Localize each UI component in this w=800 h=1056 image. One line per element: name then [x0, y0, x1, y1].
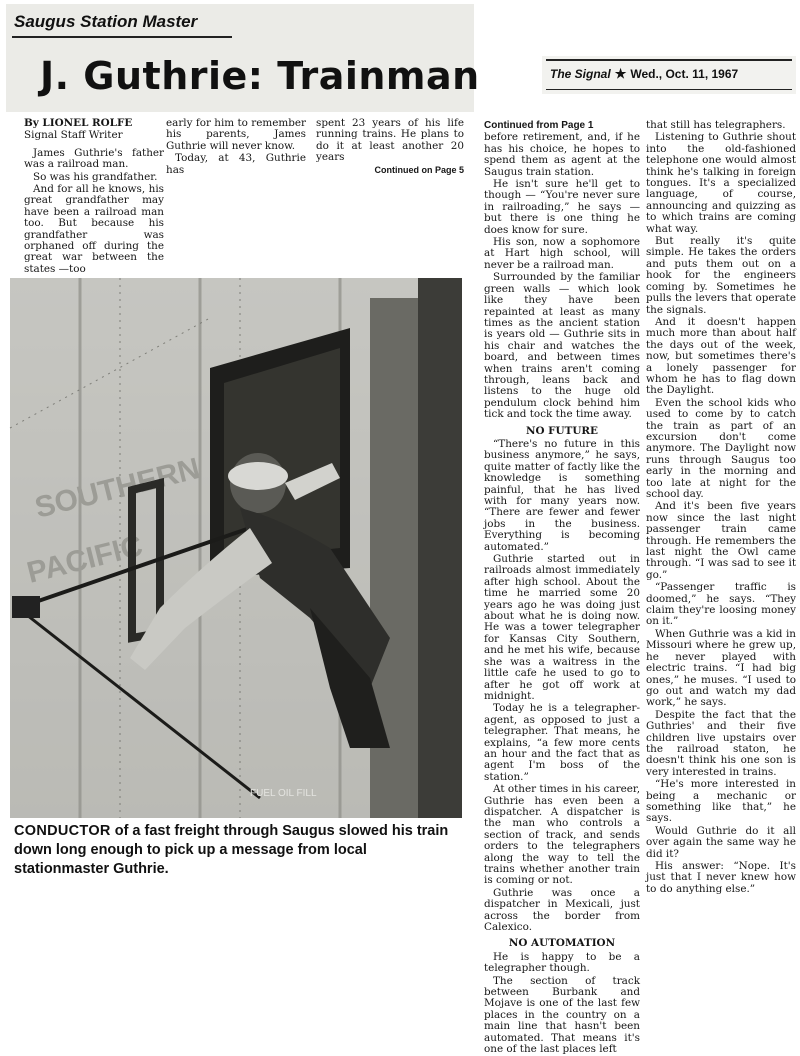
- paragraph: Guthrie started out in railroads almost immediately after high school. About the time he married some 20 years ago he was doing just about what he is doing now. He was a tower telegrapher for Kansas City Southern, and he met his wife, because she was a waitress in the little cafe he used to go to after he got off work at midnight.: [484, 553, 640, 702]
- tank-label: FUEL OIL FILL: [250, 788, 317, 799]
- star-icon: ★: [614, 66, 627, 81]
- paragraph: Surrounded by the familiar green walls — which look like they have been repainted at least as many times as the ancient station is years old — Guthrie sits in his chair and watches the board, and between times when trains aren't coming through, leans back and listens to the huge old pendulum clock behind him tick and tock the time away.: [484, 271, 640, 421]
- paragraph: before retirement, and, if he has his choice, he hopes to spend them as agent at the Saugus train station.: [484, 131, 640, 178]
- byline-author: By LIONEL ROLFE: [24, 117, 133, 129]
- paragraph: “Passenger traffic is doomed,” he says. “They claim they're loosing money on it.”: [646, 581, 796, 628]
- kicker-rule: [12, 36, 232, 38]
- caption-lead: CONDUCTOR: [14, 823, 111, 839]
- subhead-no-future: NO FUTURE: [526, 424, 598, 437]
- paragraph: “There's no future in this business anymore,” he says, quite matter of factly like the knowledge is something painful, that he has lived with for many years now. “There are fewer and fewer jobs in the business. Everything is becoming automated.”: [484, 437, 640, 553]
- car-lettering-southern: SOUTHERN: [31, 452, 204, 525]
- paragraph: that still has telegraphers.: [646, 119, 786, 131]
- paragraph: So was his grandfather.: [33, 170, 158, 183]
- article-column-1: [24, 118, 164, 274]
- car-lettering-pacific: PACIFIC: [23, 529, 146, 590]
- masthead-rule-bottom: [546, 89, 792, 90]
- subhead-no-automation: NO AUTOMATION: [508, 937, 616, 950]
- paragraph: spent 23 years of his life running trains. He plans to do it at least another 20 years: [316, 117, 464, 164]
- paragraph: At other times in his career, Guthrie has even been a dispatcher. A dispatcher is the man who controls a section of track, and sends orders to the telegraphers along the way to tell the trains whether another train is coming or not.: [484, 783, 640, 887]
- article-column-4: [484, 120, 640, 1056]
- paragraph: He isn't sure he'll get to though — “You're never sure in railroading,” he says — but there is one thing he does know for sure.: [484, 178, 640, 236]
- issue-date: Wed., Oct. 11, 1967: [630, 67, 739, 81]
- paragraph: Guthrie was once a dispatcher in Mexicali, just across the border from Calexico.: [484, 886, 640, 934]
- headline: J. Guthrie: Trainman: [40, 54, 480, 98]
- continued-from-note: Continued from Page 1: [484, 120, 594, 131]
- article-column-2: [166, 117, 306, 176]
- paragraph: early for him to remember his parents, James Guthrie will never know.: [166, 117, 306, 152]
- continued-on-note: Continued on Page 5: [374, 164, 464, 175]
- kicker: Saugus Station Master: [14, 12, 198, 31]
- caption-text: of a fast freight through Saugus slowed his train down long enough to pick up a message from local stationmaster Guthrie.: [14, 823, 449, 877]
- article-column-3: [316, 117, 464, 175]
- paper-name: The Signal: [550, 67, 611, 81]
- paragraph: Today he is a telegrapher-agent, as opposed to just a telegrapher. That means, he explains, “a few more cents an hour and the fact that as agent I'm boss of the station.”: [484, 702, 640, 783]
- paragraph: When Guthrie was a kid in Missouri where he grew up, he never played with electric trains. “I had big ones,” he muses. “I used to go out and watch my dad work,” he says.: [646, 627, 796, 709]
- masthead: [550, 66, 738, 82]
- article-column-5: [646, 119, 796, 895]
- paragraph: And it doesn't happen much more than about half the days out of the week, now, but sometimes there's a lonely passenger for whom he has to flag down the Daylight.: [646, 315, 796, 397]
- paragraph: Would Guthrie do it all over again the same way he did it?: [646, 824, 796, 860]
- paragraph: Listening to Guthrie shout into the old-fashioned telephone one would almost think he's talking in foreign tongues. It's a specialized language, of course, announcing and quizzing as to which trains are coming what way.: [646, 131, 796, 235]
- paragraph: But really it's quite simple. He takes the orders and puts them out on a hook for the engineers coming by. Sometimes he pulls the levers that operate the signals.: [646, 235, 796, 316]
- paragraph: Today, at 43, Guthrie has: [166, 152, 306, 176]
- paragraph: He is happy to be a telegrapher though.: [484, 950, 640, 975]
- paragraph: James Guthrie's father was a railroad man.: [24, 146, 164, 171]
- photo-caption: [14, 822, 460, 879]
- paragraph: And for all he knows, his great grandfather may have been a railroad man too. But because his grandfather was orphaned off during the great war between the states —too: [24, 183, 164, 275]
- paragraph: His answer: “Nope. It's just that I never knew how to do anything else.”: [646, 860, 796, 895]
- paragraph: And it's been five years now since the last night passenger train came through. He remembers the last night the Owl came through. “I was sad to see it go.”: [646, 500, 796, 581]
- photo-illustration: [10, 278, 462, 818]
- paragraph: Even the school kids who used to come by to catch the train as part of an excursion don't come anymore. The Daylight now runs through Saugus too early in the morning and too late at night for the school day.: [646, 396, 796, 500]
- paragraph: The section of track between Burbank and Mojave is one of the last few places in the country on a main line that hasn't been automated. That means it's one of the last places left: [484, 974, 640, 1056]
- paragraph: “He's more interested in being a mechanic or something like that,” he says.: [646, 778, 796, 825]
- byline-title: Signal Staff Writer: [24, 129, 123, 142]
- paragraph: Despite the fact that the Guthries' and their five children live upstairs over the railroad staton, he doesn't think his one son is very interested in trains.: [646, 708, 796, 778]
- masthead-rule-top: [546, 59, 792, 61]
- paragraph: His son, now a sophomore at Hart high school, will never be a railroad man.: [484, 236, 640, 271]
- photo-conductor: [10, 278, 462, 818]
